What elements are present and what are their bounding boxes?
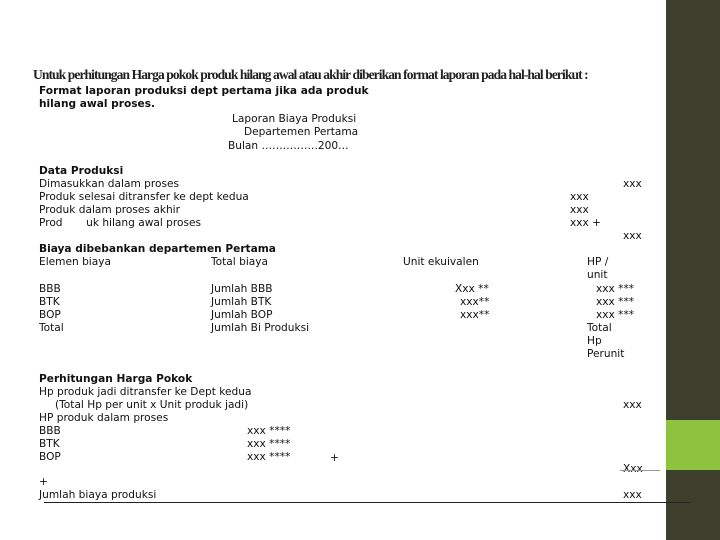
biaya-row-hp: xxx *** xyxy=(596,283,635,295)
total-label: Jumlah biaya produksi xyxy=(39,489,157,501)
column-header-unit: unit xyxy=(587,269,608,281)
report-title: Laporan Biaya Produksi xyxy=(232,113,357,125)
produksi-row-value: xxx xyxy=(570,204,589,216)
biaya-row-unit: xxx** xyxy=(460,309,490,321)
column-header-elemen: Elemen biaya xyxy=(39,256,111,268)
plus-sign: + xyxy=(39,476,48,488)
biaya-row-total: Jumlah BOP xyxy=(211,309,273,321)
report-department: Departemen Pertama xyxy=(244,126,359,138)
hp-tail-line: Hp xyxy=(587,335,602,347)
biaya-row-unit: Xxx ** xyxy=(455,283,489,295)
perhitungan-row-label: BBB xyxy=(39,425,61,437)
total-value: xxx xyxy=(623,489,642,501)
perhitungan-value: xxx xyxy=(623,399,642,411)
column-header-unit-ekuivalen: Unit ekuivalen xyxy=(403,256,479,268)
biaya-row-hp: xxx *** xyxy=(596,296,635,308)
perhitungan-row-label: BTK xyxy=(39,438,60,450)
produksi-row-value: xxx + xyxy=(570,217,602,227)
produksi-total-value: xxx xyxy=(623,230,642,242)
accent-bar xyxy=(666,420,720,470)
intro-line-2: hilang awal proses. xyxy=(39,98,156,110)
perhitungan-row-label: BOP xyxy=(39,451,61,463)
biaya-row-unit: xxx** xyxy=(460,296,490,308)
biaya-row-elemen: BBB xyxy=(39,283,61,295)
produksi-row-value: xxx xyxy=(623,178,642,190)
biaya-heading: Biaya dibebankan departemen Pertama xyxy=(39,243,276,255)
biaya-row-total: Jumlah Bi Produksi xyxy=(211,322,310,334)
plus-sign: + xyxy=(330,452,339,464)
biaya-row-total: Jumlah BTK xyxy=(211,296,272,308)
perhitungan-line: Hp produk jadi ditransfer ke Dept kedua xyxy=(39,386,252,398)
hp-tail-line: Perunit xyxy=(587,348,625,360)
biaya-row-elemen: BTK xyxy=(39,296,60,308)
data-produksi-heading: Data Produksi xyxy=(39,165,124,177)
produksi-row-value: xxx xyxy=(570,191,589,203)
perhitungan-line: (Total Hp per unit x Unit produk jadi) xyxy=(55,399,249,411)
subtotal-value: Xxx xyxy=(623,463,643,475)
perhitungan-heading: Perhitungan Harga Pokok xyxy=(39,373,193,385)
divider xyxy=(620,470,660,471)
biaya-row-hp: Total xyxy=(587,322,612,334)
column-header-total: Total biaya xyxy=(211,256,269,268)
perhitungan-row-value: xxx **** xyxy=(247,438,291,450)
produksi-row-label: Prod uk hilang awal proses xyxy=(39,217,202,229)
produksi-row-label: Dimasukkan dalam proses xyxy=(39,178,180,190)
report-period: Bulan …………….200… xyxy=(228,140,349,152)
biaya-row-hp: xxx *** xyxy=(596,309,635,321)
biaya-row-elemen: Total xyxy=(39,322,64,334)
perhitungan-line: HP produk dalam proses xyxy=(39,412,169,424)
column-header-hp: HP / xyxy=(587,256,609,268)
produksi-row-label: Produk selesai ditransfer ke dept kedua xyxy=(39,191,249,203)
slide-title: Untuk perhitungan Harga pokok produk hilang awal atau akhir diberikan format laporan pada hal-hal berikut : xyxy=(33,67,588,82)
perhitungan-row-value: xxx **** xyxy=(247,425,291,437)
biaya-row-total: Jumlah BBB xyxy=(211,283,273,295)
intro-line-1: Format laporan produksi dept pertama jika ada produk xyxy=(39,85,369,97)
produksi-row-label: Produk dalam proses akhir xyxy=(39,204,180,216)
bottom-rule xyxy=(44,502,690,503)
perhitungan-row-value: xxx **** xyxy=(247,451,291,461)
biaya-row-elemen: BOP xyxy=(39,309,61,321)
